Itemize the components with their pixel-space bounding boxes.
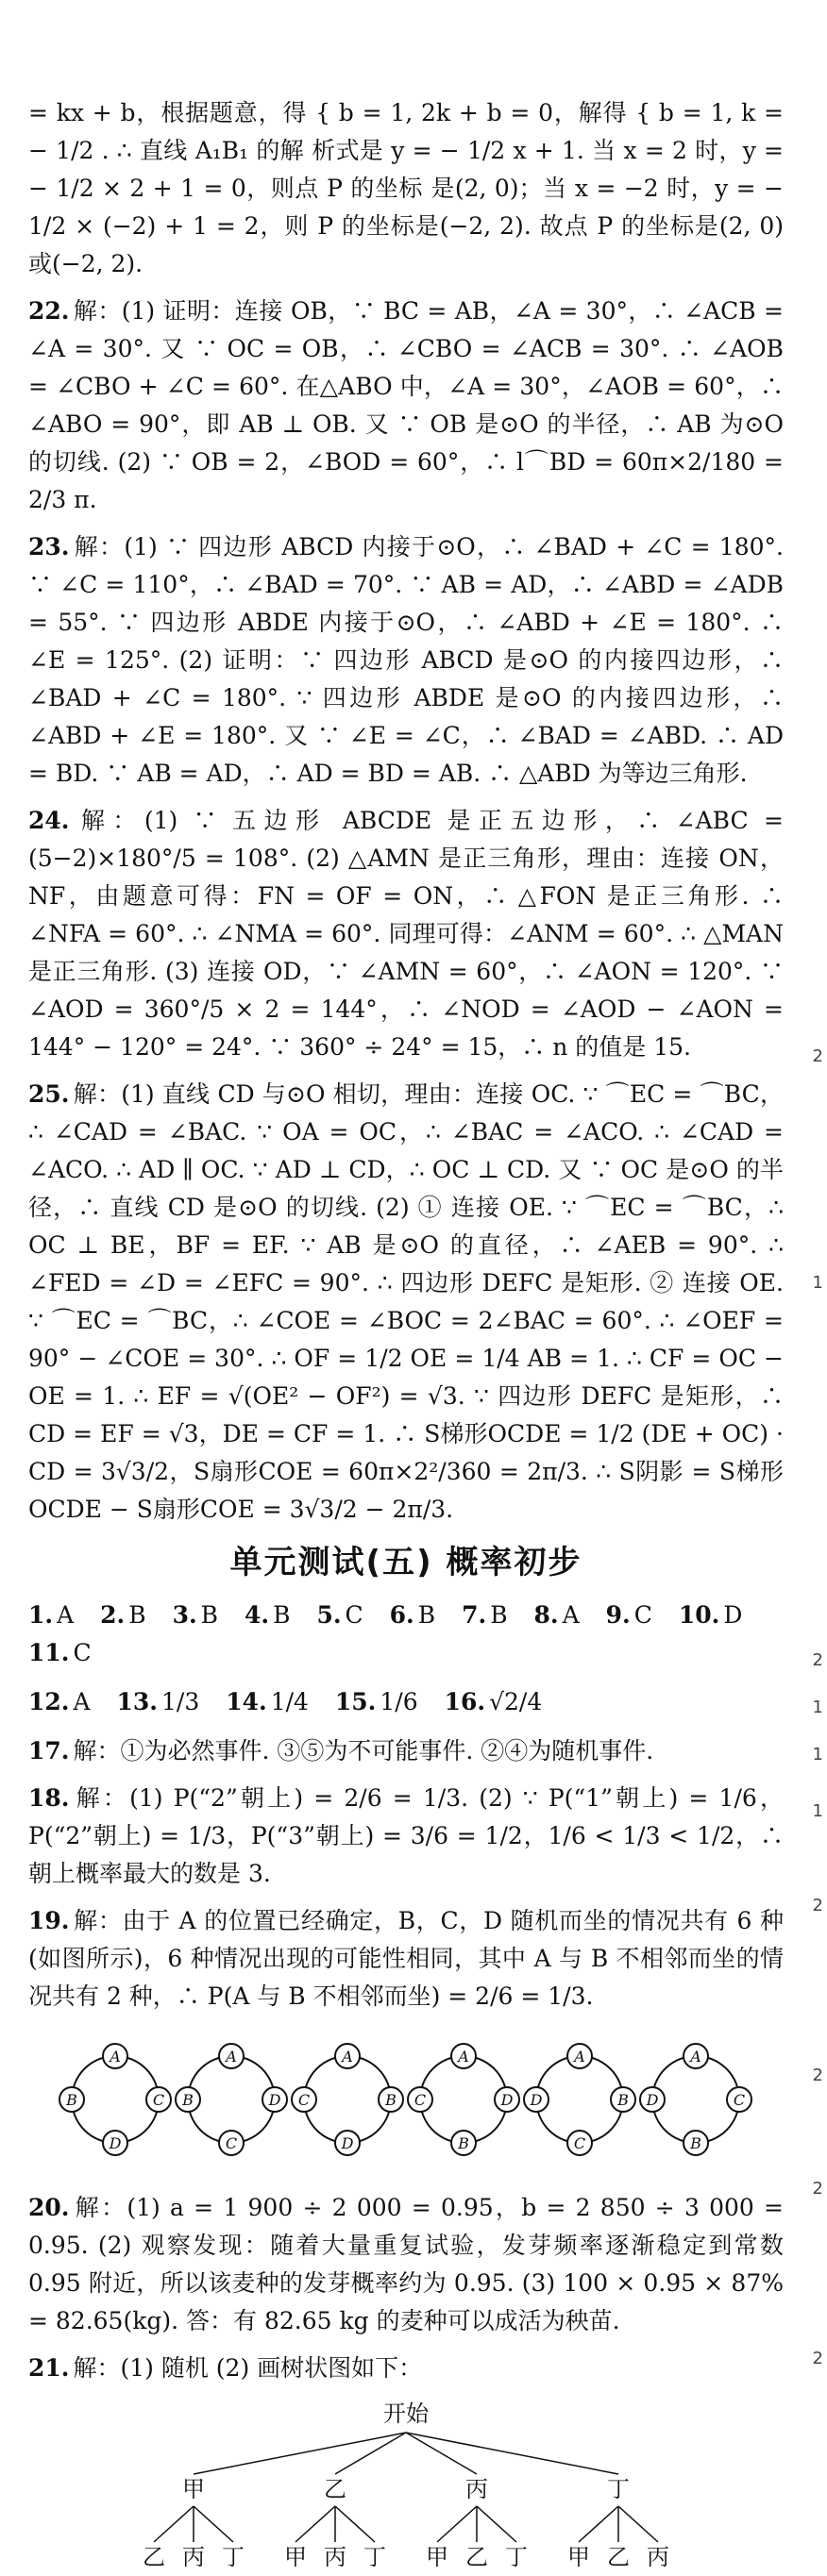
tree-edge xyxy=(618,2506,658,2542)
problem-number: 20. xyxy=(28,2194,70,2221)
answer-number: 15. xyxy=(334,1688,377,1715)
problem-number: 22. xyxy=(28,297,70,325)
seat-label: C xyxy=(414,2091,427,2109)
tree-leaf-label: 甲 xyxy=(567,2544,590,2570)
seating-diagrams xyxy=(28,2029,784,2170)
seat-label: D xyxy=(530,2091,543,2109)
seat-label: A xyxy=(458,2048,469,2066)
seating-diagram xyxy=(292,2044,403,2155)
seating-diagram-figure xyxy=(57,2029,755,2170)
answer-value: B xyxy=(200,1601,219,1629)
answer-value: A xyxy=(562,1601,580,1629)
edge-mark: 1 xyxy=(812,1801,823,1821)
section-title: 单元测试(五) 概率初步 xyxy=(229,1544,582,1581)
problem-number: 21. xyxy=(28,2354,70,2382)
answer-value: 1/3 xyxy=(161,1688,200,1715)
answer-number: 5. xyxy=(316,1601,342,1629)
tree-edge xyxy=(295,2506,335,2542)
tree-edge xyxy=(194,2433,406,2474)
answer-value: √2/4 xyxy=(489,1688,543,1715)
tree-diagram-figure xyxy=(123,2397,689,2576)
answer-value: B xyxy=(128,1601,146,1629)
seat-label: B xyxy=(66,2091,77,2109)
answer-item xyxy=(316,1597,363,1634)
answer-value: A xyxy=(73,1688,91,1715)
edge-mark: 1 xyxy=(812,1273,823,1293)
problem-number: 23. xyxy=(28,533,70,560)
seating-diagram xyxy=(640,2044,751,2155)
seat-label: D xyxy=(341,2134,354,2152)
answer-item xyxy=(390,1597,435,1634)
tree-leaf-label: 甲 xyxy=(426,2544,448,2570)
continued-line-4: 2). 故点 P 的坐标是(2, 0)或(−2, 2). xyxy=(28,212,785,277)
seat-label: A xyxy=(110,2048,121,2066)
answer-number: 12. xyxy=(28,1688,70,1715)
answer-value: D xyxy=(723,1601,743,1629)
edge-mark: 2 xyxy=(812,2179,823,2199)
tree-edge xyxy=(437,2506,477,2542)
tree-leaf-label: 丁 xyxy=(505,2544,528,2570)
problem-19 xyxy=(28,1902,784,2016)
seat-label: B xyxy=(690,2134,701,2152)
tree-edge xyxy=(194,2506,233,2542)
continued-solution xyxy=(28,94,784,283)
tree-leaf-label: 乙 xyxy=(465,2544,488,2570)
answer-value: B xyxy=(417,1601,436,1629)
tree-leaf-label: 丙 xyxy=(647,2544,669,2570)
tree-leaf-label: 丙 xyxy=(324,2544,346,2570)
tree-branch-label: 丙 xyxy=(465,2476,488,2502)
seat-label: D xyxy=(500,2091,514,2109)
tree-edge xyxy=(154,2506,194,2542)
edge-mark: 2 xyxy=(812,1650,823,1670)
seat-label: D xyxy=(646,2091,659,2109)
problem-21 xyxy=(28,2350,784,2387)
seat-label: C xyxy=(152,2091,165,2109)
seat-label: D xyxy=(268,2091,281,2109)
seat-label: A xyxy=(342,2048,353,2066)
choice-answers-row-1 xyxy=(28,1597,784,1672)
seat-label: C xyxy=(733,2091,746,2109)
tree-diagram xyxy=(28,2397,784,2576)
tree-leaf-label: 乙 xyxy=(143,2544,165,2570)
answer-number: 13. xyxy=(116,1688,159,1715)
problem-number: 18. xyxy=(28,1784,70,1812)
answer-item xyxy=(462,1597,507,1634)
tree-leaf-label: 丙 xyxy=(182,2544,205,2570)
seating-diagram xyxy=(59,2044,171,2155)
tree-edge xyxy=(477,2506,516,2542)
seat-label: C xyxy=(573,2134,586,2152)
answer-item xyxy=(117,1683,200,1721)
seating-diagram xyxy=(524,2044,635,2155)
choice-answers-row-2 xyxy=(28,1683,784,1721)
tree-branch-label: 乙 xyxy=(324,2476,346,2502)
seat-label: C xyxy=(225,2134,238,2152)
tree-branch-label: 甲 xyxy=(182,2476,205,2502)
seating-diagram xyxy=(176,2044,287,2155)
problem-text: 解：(1) 证明：连接 OB，∵ BC = AB，∠A = 30°，∴ ∠ACB = ∠A = 30°. 又 ∵ OC = OB，∴ ∠CBO = ∠ACB = 30°. ∴ ∠AOB = ∠CBO + ∠C = 60°. 在△ABO 中，∠A = 30°，∠AOB = 60°，∴ ∠ABO = 90°，即 AB ⊥ OB. 又 ∵ OB 是⊙O 的半径，∴ AB 为⊙O 的切线. (2) ∵ OB = 2，∠BOD = 60°，∴ l⌒BD = 60π×2/180 = 2/3 π. xyxy=(28,297,784,513)
answer-value: C xyxy=(73,1639,92,1666)
problem-number: 19. xyxy=(28,1907,70,1934)
answer-number: 11. xyxy=(28,1639,70,1666)
seat-label: A xyxy=(574,2048,585,2066)
content-column xyxy=(28,94,784,2576)
answer-value: 1/6 xyxy=(380,1688,418,1715)
answer-value: 1/4 xyxy=(270,1688,309,1715)
answer-item xyxy=(245,1597,290,1634)
edge-mark: 2 xyxy=(812,1896,823,1915)
tree-leaf-label: 甲 xyxy=(284,2544,307,2570)
tree-leaf-label: 乙 xyxy=(607,2544,630,2570)
answer-number: 7. xyxy=(462,1601,487,1629)
problem-number: 17. xyxy=(28,1737,70,1765)
problem-23 xyxy=(28,528,784,793)
answer-item xyxy=(679,1597,743,1634)
problem-text: 解：(1) 随机 (2) 画树状图如下： xyxy=(73,2354,423,2382)
problem-text: 解：(1) ∵ 四边形 ABCD 内接于⊙O，∴ ∠BAD + ∠C = 180°. ∵ ∠C = 110°，∴ ∠BAD = 70°. ∵ AB = AD，∴ ∠ABD = ∠ADB = 55°. ∵ 四边形 ABDE 内接于⊙O，∴ ∠ABD + ∠E = 180°. ∴ ∠E = 125°. (2) 证明：∵ 四边形 ABCD 是⊙O 的内接四边形，∴ ∠BAD + ∠C = 180°. ∵ 四边形 ABDE 是⊙O 的内接四边形，∴ ∠ABD + ∠E = 180°. 又 ∵ ∠E = ∠C，∴ ∠BAD = ∠ABD. ∴ AD = BD. ∵ AB = AD，∴ AD = BD = AB. ∴ △ABD 为等边三角形. xyxy=(28,533,784,787)
seating-diagram xyxy=(408,2044,519,2155)
seat-label: B xyxy=(458,2134,469,2152)
seat-label: A xyxy=(690,2048,701,2066)
problem-18 xyxy=(28,1780,784,1893)
answer-item xyxy=(100,1597,145,1634)
answer-number: 2. xyxy=(100,1601,126,1629)
tree-edge xyxy=(335,2506,375,2542)
edge-mark: 2 xyxy=(812,2349,823,2368)
answer-item xyxy=(445,1683,543,1721)
problem-text: 解：(1) ∵ 五边形 ABCDE 是正五边形，∴ ∠ABC = (5−2)×180°/5 = 108°. (2) △AMN 是正三角形，理由：连接 ON，NF，由题意可得：FN = OF = ON，∴ △FON 是正三角形. ∴ ∠NFA = 60°. ∴ ∠NMA = 60°. 同理可得：∠ANM = 60°. ∴ △MAN 是正三角形. (3) 连接 OD，∵ ∠AMN = 60°，∴ ∠AON = 120°. ∵ ∠AOD = 360°/5 × 2 = 144°，∴ ∠NOD = ∠AOD − ∠AON = 144° − 120° = 24°. ∵ 360° ÷ 24° = 15，∴ n 的值是 15. xyxy=(28,807,784,1061)
edge-mark: 2 xyxy=(812,1046,823,1066)
answer-item xyxy=(606,1597,652,1634)
seat-label: B xyxy=(385,2091,397,2109)
answer-value: B xyxy=(490,1601,508,1629)
answer-number: 9. xyxy=(605,1601,631,1629)
answer-item xyxy=(28,1683,91,1721)
seat-label: D xyxy=(109,2134,122,2152)
tree-root-label: 开始 xyxy=(383,2400,429,2427)
tree-branch-label: 丁 xyxy=(607,2476,630,2502)
answer-item xyxy=(28,1597,74,1634)
problem-22 xyxy=(28,293,784,519)
problem-17 xyxy=(28,1732,784,1770)
seat-label: B xyxy=(617,2091,629,2109)
answer-value: C xyxy=(345,1601,363,1629)
continued-line-2: 析式是 y = − 1/2 x + 1. 当 x = 2 时，y = − 1/2 × 2 + 1 = 0，则点 P 的坐标 xyxy=(28,137,785,202)
problem-text: 解：(1) a = 1 900 ÷ 2 000 = 0.95，b = 2 850 ÷ 3 000 = 0.95. (2) 观察发现：随着大量重复试验，发芽频率逐渐稳定到常数 0.95 附近，所以该麦种的发芽概率约为 0.95. (3) 100 × 0.95 × 87% = 82.65(kg). 答：有 82.65 kg 的麦种可以成活为秧苗. xyxy=(28,2194,784,2334)
seat-label: A xyxy=(226,2048,237,2066)
answer-item xyxy=(226,1683,309,1721)
problem-number: 25. xyxy=(28,1080,70,1108)
problem-number: 24. xyxy=(28,807,70,834)
continued-line-1: = kx + b，根据题意，得 { b = 1, 2k + b = 0，解得 { b = 1, k = − 1/2 . ∴ 直线 A₁B₁ 的解 xyxy=(28,99,784,164)
problem-20 xyxy=(28,2189,784,2340)
tree-leaf-label: 丁 xyxy=(222,2544,245,2570)
answer-number: 6. xyxy=(389,1601,414,1629)
answer-number: 10. xyxy=(678,1601,720,1629)
tree-edge xyxy=(406,2433,618,2474)
edge-mark: 1 xyxy=(812,1698,823,1717)
tree-edge xyxy=(579,2506,618,2542)
answer-number: 1. xyxy=(28,1601,54,1629)
answer-value: C xyxy=(633,1601,652,1629)
answer-number: 8. xyxy=(533,1601,559,1629)
answer-value: A xyxy=(57,1601,75,1629)
answer-value: B xyxy=(273,1601,291,1629)
problem-text: 解：由于 A 的位置已经确定，B，C，D 随机而坐的情况共有 6 种(如图所示)，6 种情况出现的可能性相同，其中 A 与 B 不相邻而坐的情况共有 2 种，∴ P(A 与 B 不相邻而坐) = 2/6 = 1/3. xyxy=(28,1907,784,2010)
answer-item xyxy=(173,1597,218,1634)
problem-24 xyxy=(28,802,784,1066)
tree-leaf-label: 丁 xyxy=(363,2544,386,2570)
continued-line-3: 是(2, 0)；当 x = −2 时，y = − 1/2 × (−2) + 1 = 2，则 P 的坐标是(−2, xyxy=(28,175,784,240)
answer-item xyxy=(335,1683,418,1721)
edge-mark: 1 xyxy=(812,1745,823,1765)
problem-text: 解：(1) 直线 CD 与⊙O 相切，理由：连接 OC. ∵ ⌒EC = ⌒BC，∴ ∠CAD = ∠BAC. ∵ OA = OC，∴ ∠BAC = ∠ACO. ∴ ∠CAD = ∠ACO. ∴ AD ∥ OC. ∵ AD ⊥ CD，∴ OC ⊥ CD. 又 ∵ OC 是⊙O 的半径，∴ 直线 CD 是⊙O 的切线. (2) ① 连接 OE. ∵ ⌒EC = ⌒BC，∴ OC ⊥ BE，BF = EF. ∵ AB 是⊙O 的直径，∴ ∠AEB = 90°. ∴ ∠FED = ∠D = ∠EFC = 90°. ∴ 四边形 DEFC 是矩形. ② 连接 OE. ∵ ⌒EC = ⌒BC，∴ ∠COE = ∠BOC = 2∠BAC = 60°. ∴ ∠OEF = 90° − ∠COE = 30°. ∴ OF = 1/2 OE = 1/4 AB = 1. ∴ CF = OC − OE = 1. ∴ EF = √(OE² − OF²) = √3. ∵ 四边形 DEFC 是矩形，∴ CD = EF = √3，DE = CF = 1. ∴ S梯形OCDE = 1/2 (DE + OC) · CD = 3√3/2，S扇形COE = 60π×2²/360 = 2π/3. ∴ S阴影 = S梯形OCDE − S扇形COE = 3√3/2 − 2π/3. xyxy=(28,1080,784,1523)
answer-number: 3. xyxy=(172,1601,197,1629)
problem-text: 解：①为必然事件. ③⑤为不可能事件. ②④为随机事件. xyxy=(73,1737,654,1765)
seat-label: C xyxy=(297,2091,311,2109)
problem-25 xyxy=(28,1076,784,1529)
right-edge-marks xyxy=(808,0,827,2405)
answer-number: 16. xyxy=(444,1688,486,1715)
seat-label: B xyxy=(182,2091,194,2109)
answer-number: 4. xyxy=(245,1601,270,1629)
edge-mark: 2 xyxy=(812,2066,823,2085)
answer-item xyxy=(28,1634,92,1672)
answer-item xyxy=(534,1597,580,1634)
answer-number: 14. xyxy=(226,1688,267,1715)
problem-text: 解：(1) P(“2”朝上) = 2/6 = 1/3. (2) ∵ P(“1”朝上) = 1/6，P(“2”朝上) = 1/3，P(“3”朝上) = 3/6 = 1/2，1/6 < 1/3 < 1/2，∴ 朝上概率最大的数是 3. xyxy=(28,1784,784,1887)
